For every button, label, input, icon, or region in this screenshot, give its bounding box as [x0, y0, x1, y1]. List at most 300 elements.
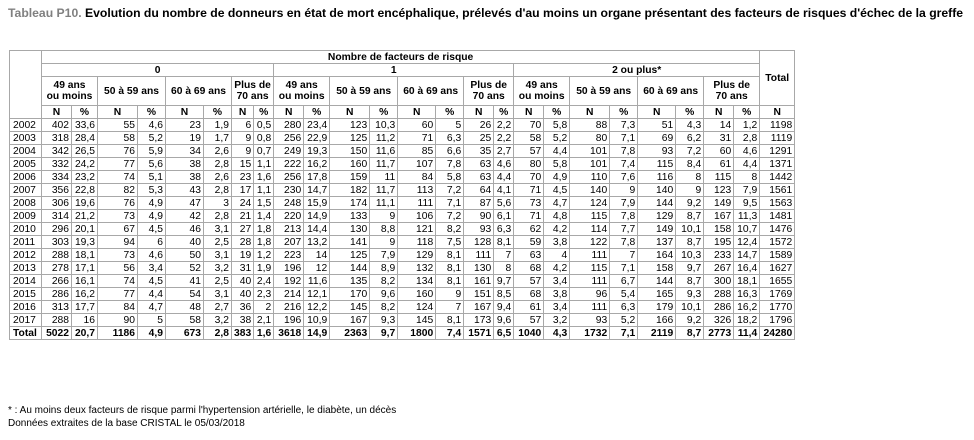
percent-cell: 3,4	[544, 275, 570, 288]
percent-cell: 7,9	[610, 197, 638, 210]
percent-cell: 9,2	[676, 314, 704, 327]
percent-cell: 23,2	[72, 171, 98, 184]
percent-cell: 11,3	[734, 210, 760, 223]
column-header-percent: %	[254, 106, 274, 119]
count-cell: 145	[330, 301, 370, 314]
count-cell: 93	[570, 314, 610, 327]
age-group-line: 70 ans	[472, 91, 505, 102]
count-cell: 93	[464, 223, 494, 236]
count-cell: 166	[638, 314, 676, 327]
percent-cell: 2,1	[254, 314, 274, 327]
count-cell: 151	[464, 288, 494, 301]
count-cell: 300	[704, 275, 734, 288]
count-cell: 106	[398, 210, 436, 223]
corner-cell	[10, 51, 42, 119]
percent-cell: 11,2	[370, 132, 398, 145]
count-cell: 122	[570, 236, 610, 249]
count-cell: 25	[464, 132, 494, 145]
count-cell: 165	[638, 288, 676, 301]
percent-cell: 3,1	[204, 288, 232, 301]
table-row	[10, 236, 795, 249]
count-cell: 31	[232, 262, 254, 275]
percent-cell: 9	[436, 288, 464, 301]
count-cell: 313	[42, 301, 72, 314]
percent-cell: 21,2	[72, 210, 98, 223]
percent-cell: 1,6	[254, 327, 274, 340]
percent-cell: 3,1	[204, 223, 232, 236]
count-cell: 59	[514, 236, 544, 249]
total-row	[10, 327, 795, 340]
count-cell: 121	[398, 223, 436, 236]
count-cell: 94	[98, 236, 138, 249]
percent-cell: 4,6	[138, 119, 166, 132]
count-cell: 318	[42, 132, 72, 145]
count-cell: 35	[464, 145, 494, 158]
percent-cell: 9,7	[676, 262, 704, 275]
count-cell: 140	[570, 184, 610, 197]
column-header-n: N	[42, 106, 72, 119]
percent-cell: 5,1	[138, 171, 166, 184]
percent-cell: 4,4	[494, 171, 514, 184]
count-cell: 60	[704, 145, 734, 158]
count-cell: 93	[638, 145, 676, 158]
count-cell: 61	[514, 301, 544, 314]
percent-cell: 7,9	[370, 249, 398, 262]
percent-cell: 4,5	[544, 184, 570, 197]
percent-cell: 8,8	[370, 223, 398, 236]
count-cell: 23	[166, 119, 204, 132]
age-group-line: ou moins	[518, 91, 565, 102]
percent-cell: 1,7	[204, 132, 232, 145]
age-group-line: 50 à 59 ans	[576, 85, 632, 97]
count-cell: 134	[398, 275, 436, 288]
percent-cell: 0,8	[254, 132, 274, 145]
percent-cell: 4,9	[544, 171, 570, 184]
percent-cell: 2	[254, 301, 274, 314]
percent-cell: 11,6	[304, 275, 330, 288]
year-cell: 2013	[10, 262, 42, 275]
column-header-n: N	[464, 106, 494, 119]
percent-cell: 10,3	[370, 119, 398, 132]
count-cell: 55	[98, 119, 138, 132]
column-header-percent: %	[72, 106, 98, 119]
count-cell: 125	[330, 249, 370, 262]
percent-cell: 9,3	[370, 314, 398, 327]
table-row	[10, 262, 795, 275]
percent-cell: 9,5	[734, 197, 760, 210]
percent-cell: 5,8	[436, 171, 464, 184]
percent-cell: 3,2	[204, 262, 232, 275]
percent-cell: 3	[204, 197, 232, 210]
count-cell: 124	[570, 197, 610, 210]
percent-cell: 5,6	[494, 197, 514, 210]
count-cell: 114	[570, 223, 610, 236]
count-cell: 150	[330, 145, 370, 158]
percent-cell: 9	[370, 210, 398, 223]
count-cell: 158	[638, 262, 676, 275]
column-header-n: N	[274, 106, 304, 119]
percent-cell: 2,5	[204, 275, 232, 288]
total-cell: 1572	[760, 236, 795, 249]
percent-cell: 12,4	[734, 236, 760, 249]
count-cell: 82	[98, 184, 138, 197]
table-row	[10, 171, 795, 184]
count-cell: 342	[42, 145, 72, 158]
count-cell: 115	[704, 171, 734, 184]
count-cell: 167	[330, 314, 370, 327]
column-header-percent: %	[204, 106, 232, 119]
count-cell: 115	[638, 158, 676, 171]
count-cell: 673	[166, 327, 204, 340]
count-cell: 233	[704, 249, 734, 262]
count-cell: 125	[330, 132, 370, 145]
percent-cell: 9	[610, 184, 638, 197]
total-cell: 1198	[760, 119, 795, 132]
total-cell: 1769	[760, 288, 795, 301]
age-group-line: ou moins	[46, 91, 93, 102]
count-cell: 90	[98, 314, 138, 327]
percent-cell: 6,2	[676, 132, 704, 145]
percent-cell: 3,8	[544, 288, 570, 301]
column-header-n: N	[98, 106, 138, 119]
percent-cell: 6,7	[610, 275, 638, 288]
year-cell: 2002	[10, 119, 42, 132]
percent-cell: 16	[72, 314, 98, 327]
percent-cell: 16,2	[72, 288, 98, 301]
percent-cell: 8,1	[436, 262, 464, 275]
column-header-percent: %	[436, 106, 464, 119]
percent-cell: 5,2	[544, 132, 570, 145]
count-cell: 192	[274, 275, 304, 288]
count-cell: 167	[704, 210, 734, 223]
count-cell: 42	[166, 210, 204, 223]
count-cell: 21	[232, 210, 254, 223]
table-row	[10, 145, 795, 158]
age-group-line: 70 ans	[236, 91, 269, 102]
column-header-n: N	[514, 106, 544, 119]
count-cell: 160	[398, 288, 436, 301]
total-cell: 24280	[760, 327, 795, 340]
count-cell: 248	[274, 197, 304, 210]
age-group-line: 60 à 69 ans	[171, 85, 226, 97]
percent-cell: 5	[138, 314, 166, 327]
count-cell: 135	[330, 275, 370, 288]
total-cell: 1627	[760, 262, 795, 275]
count-cell: 266	[42, 275, 72, 288]
percent-cell: 4,6	[494, 158, 514, 171]
count-cell: 303	[42, 236, 72, 249]
count-cell: 288	[704, 288, 734, 301]
count-cell: 1800	[398, 327, 436, 340]
count-cell: 402	[42, 119, 72, 132]
age-group-header	[330, 77, 398, 106]
count-cell: 34	[166, 145, 204, 158]
count-cell: 334	[42, 171, 72, 184]
count-cell: 256	[274, 132, 304, 145]
count-cell: 58	[166, 314, 204, 327]
percent-cell: 12,1	[304, 288, 330, 301]
percent-cell: 16,4	[734, 262, 760, 275]
percent-cell: 4,5	[138, 275, 166, 288]
count-cell: 71	[514, 210, 544, 223]
count-cell: 145	[398, 314, 436, 327]
percent-cell: 9	[370, 236, 398, 249]
count-cell: 128	[464, 236, 494, 249]
percent-cell: 33,6	[72, 119, 98, 132]
data-table	[9, 50, 795, 340]
percent-cell: 1,1	[254, 184, 274, 197]
percent-cell: 8,7	[676, 327, 704, 340]
count-cell: 84	[398, 171, 436, 184]
total-cell: 1291	[760, 145, 795, 158]
column-header-percent: %	[610, 106, 638, 119]
count-cell: 223	[274, 249, 304, 262]
year-cell: 2008	[10, 197, 42, 210]
percent-cell: 4,7	[544, 197, 570, 210]
percent-cell: 7,1	[610, 132, 638, 145]
percent-cell: 15,9	[304, 197, 330, 210]
age-group-line: 49 ans	[285, 80, 318, 91]
count-cell: 113	[398, 184, 436, 197]
age-group-header	[704, 77, 760, 106]
percent-cell: 8,9	[370, 262, 398, 275]
age-group-line: 50 à 59 ans	[336, 85, 392, 97]
percent-cell: 4,9	[138, 210, 166, 223]
source-note: Données extraites de la base CRISTAL le 05/03/2018	[8, 418, 245, 429]
count-cell: 137	[638, 236, 676, 249]
count-cell: 80	[514, 158, 544, 171]
percent-cell: 7,8	[610, 236, 638, 249]
percent-cell: 2,8	[204, 158, 232, 171]
percent-cell: 0,5	[254, 119, 274, 132]
total-cell: 1371	[760, 158, 795, 171]
count-cell: 68	[514, 262, 544, 275]
count-cell: 19	[232, 249, 254, 262]
count-cell: 17	[232, 184, 254, 197]
percent-cell: 18,1	[72, 249, 98, 262]
percent-cell: 8,7	[676, 210, 704, 223]
total-cell: 1476	[760, 223, 795, 236]
age-group-header	[570, 77, 638, 106]
percent-cell: 9,6	[494, 314, 514, 327]
count-cell: 133	[330, 210, 370, 223]
percent-cell: 1,9	[254, 262, 274, 275]
count-cell: 88	[570, 119, 610, 132]
count-cell: 182	[330, 184, 370, 197]
count-cell: 3618	[274, 327, 304, 340]
percent-cell: 19,3	[72, 236, 98, 249]
count-cell: 38	[232, 314, 254, 327]
column-header-percent: %	[138, 106, 166, 119]
percent-cell: 17,7	[72, 301, 98, 314]
count-cell: 74	[98, 171, 138, 184]
percent-cell: 17,8	[304, 171, 330, 184]
age-group-line: ou moins	[278, 91, 325, 102]
count-cell: 314	[42, 210, 72, 223]
count-cell: 332	[42, 158, 72, 171]
percent-cell: 7,2	[436, 210, 464, 223]
percent-cell: 3,8	[544, 236, 570, 249]
percent-cell: 14,7	[304, 184, 330, 197]
count-cell: 278	[42, 262, 72, 275]
percent-cell: 1,1	[254, 158, 274, 171]
percent-cell: 6,6	[436, 145, 464, 158]
table-row	[10, 197, 795, 210]
percent-cell: 12,2	[304, 301, 330, 314]
percent-cell: 2,6	[204, 171, 232, 184]
count-cell: 47	[166, 197, 204, 210]
percent-cell: 11	[370, 171, 398, 184]
count-cell: 67	[98, 223, 138, 236]
percent-cell: 11,1	[370, 197, 398, 210]
percent-cell: 3,2	[204, 314, 232, 327]
count-cell: 1040	[514, 327, 544, 340]
column-header-percent: %	[370, 106, 398, 119]
count-cell: 129	[638, 210, 676, 223]
count-cell: 213	[274, 223, 304, 236]
count-cell: 116	[638, 171, 676, 184]
footnote: * : Au moins deux facteurs de risque parmi l'hypertension artérielle, le diabète, un décès	[8, 405, 397, 416]
percent-cell: 1,2	[254, 249, 274, 262]
percent-cell: 1,5	[254, 197, 274, 210]
percent-cell: 4,1	[494, 184, 514, 197]
percent-cell: 5,2	[138, 132, 166, 145]
count-cell: 27	[232, 223, 254, 236]
percent-cell: 10,1	[676, 223, 704, 236]
percent-cell: 8	[676, 171, 704, 184]
percent-cell: 8,2	[370, 275, 398, 288]
column-header-percent: %	[734, 106, 760, 119]
count-cell: 2119	[638, 327, 676, 340]
year-cell: 2015	[10, 288, 42, 301]
count-cell: 141	[330, 236, 370, 249]
count-cell: 123	[330, 119, 370, 132]
table-row	[10, 301, 795, 314]
column-header-n: N	[166, 106, 204, 119]
count-cell: 77	[98, 288, 138, 301]
percent-cell: 4,4	[138, 288, 166, 301]
total-cell: 1481	[760, 210, 795, 223]
percent-cell: 2,8	[204, 210, 232, 223]
count-cell: 207	[274, 236, 304, 249]
year-cell: 2017	[10, 314, 42, 327]
percent-cell: 7,1	[610, 262, 638, 275]
count-cell: 170	[330, 288, 370, 301]
column-header-percent: %	[544, 106, 570, 119]
percent-cell: 4,6	[734, 145, 760, 158]
percent-cell: 5	[436, 119, 464, 132]
percent-cell: 14,9	[304, 327, 330, 340]
count-cell: 58	[98, 132, 138, 145]
count-cell: 40	[232, 275, 254, 288]
column-header-n: N	[704, 106, 734, 119]
percent-cell: 8,4	[676, 158, 704, 171]
percent-cell: 1,8	[254, 223, 274, 236]
percent-cell: 7,1	[610, 327, 638, 340]
count-cell: 6	[232, 119, 254, 132]
table-row	[10, 288, 795, 301]
table-title	[8, 6, 970, 20]
factor-group-header: 1	[274, 64, 514, 77]
count-cell: 63	[514, 249, 544, 262]
percent-cell: 4,8	[544, 210, 570, 223]
percent-cell: 4,3	[544, 327, 570, 340]
age-group-line: 60 à 69 ans	[643, 85, 699, 97]
count-cell: 326	[704, 314, 734, 327]
count-cell: 110	[570, 171, 610, 184]
percent-cell: 9,7	[494, 275, 514, 288]
total-cell: 1796	[760, 314, 795, 327]
year-cell: 2007	[10, 184, 42, 197]
count-cell: 46	[166, 223, 204, 236]
total-cell: 1561	[760, 184, 795, 197]
count-cell: 64	[464, 184, 494, 197]
percent-cell: 6,5	[494, 327, 514, 340]
count-cell: 173	[464, 314, 494, 327]
percent-cell: 7,4	[610, 158, 638, 171]
percent-cell: 28,4	[72, 132, 98, 145]
count-cell: 158	[704, 223, 734, 236]
count-cell: 71	[398, 132, 436, 145]
count-cell: 288	[42, 314, 72, 327]
percent-cell: 3,2	[544, 314, 570, 327]
count-cell: 383	[232, 327, 254, 340]
count-cell: 118	[398, 236, 436, 249]
percent-cell: 8,2	[436, 223, 464, 236]
percent-cell: 8,7	[676, 236, 704, 249]
percent-cell: 6,3	[436, 132, 464, 145]
count-cell: 288	[42, 249, 72, 262]
count-cell: 63	[464, 171, 494, 184]
count-cell: 61	[704, 158, 734, 171]
count-cell: 76	[98, 197, 138, 210]
count-cell: 144	[330, 262, 370, 275]
percent-cell: 7,8	[610, 210, 638, 223]
count-cell: 68	[514, 288, 544, 301]
column-header-n: N	[570, 106, 610, 119]
percent-cell: 4,2	[544, 262, 570, 275]
count-cell: 144	[638, 275, 676, 288]
count-cell: 63	[464, 158, 494, 171]
count-cell: 196	[274, 262, 304, 275]
percent-cell: 9	[676, 184, 704, 197]
factor-group-header: 2 ou plus*	[514, 64, 760, 77]
age-group-header	[98, 77, 166, 106]
percent-cell: 5,9	[138, 145, 166, 158]
count-cell: 214	[274, 288, 304, 301]
total-cell: 1770	[760, 301, 795, 314]
percent-cell: 8	[734, 171, 760, 184]
percent-cell: 5,8	[544, 158, 570, 171]
percent-cell: 6,3	[610, 301, 638, 314]
percent-cell: 5,2	[610, 314, 638, 327]
percent-cell: 3,1	[204, 249, 232, 262]
table-row	[10, 184, 795, 197]
percent-cell: 7,4	[436, 327, 464, 340]
count-cell: 356	[42, 184, 72, 197]
percent-cell: 4,9	[138, 327, 166, 340]
percent-cell: 8,5	[494, 288, 514, 301]
percent-cell: 8,1	[436, 314, 464, 327]
count-cell: 256	[274, 171, 304, 184]
count-cell: 129	[398, 249, 436, 262]
age-group-line: 50 à 59 ans	[104, 85, 159, 97]
year-cell: 2009	[10, 210, 42, 223]
percent-cell: 19,3	[304, 145, 330, 158]
percent-cell: 4,2	[544, 223, 570, 236]
percent-cell: 22,8	[72, 184, 98, 197]
count-cell: 73	[98, 210, 138, 223]
